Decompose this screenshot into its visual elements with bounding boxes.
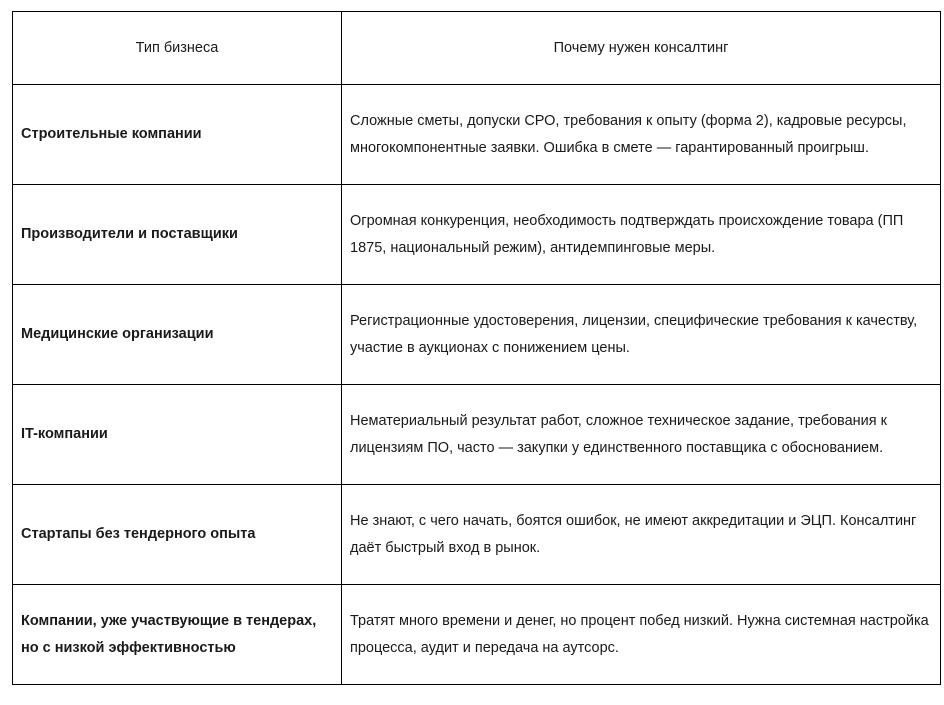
table-header-row	[13, 12, 941, 85]
table-row	[13, 285, 941, 385]
business-type-cell: Производители и поставщики	[13, 185, 342, 285]
table-row	[13, 385, 941, 485]
reason-cell: Тратят много времени и денег, но процент побед низкий. Нужна системная настройка процесса, аудит и передача на аутсорс.	[342, 585, 941, 685]
table-row	[13, 585, 941, 685]
business-type-cell: Компании, уже участвующие в тендерах, но с низкой эффективностью	[13, 585, 342, 685]
reason-cell: Не знают, с чего начать, боятся ошибок, не имеют аккредитации и ЭЦП. Консалтинг даёт быстрый вход в рынок.	[342, 485, 941, 585]
table-row	[13, 185, 941, 285]
header-business-type: Тип бизнеса	[13, 12, 342, 85]
business-type-cell: Медицинские организации	[13, 285, 342, 385]
reason-cell: Огромная конкуренция, необходимость подтверждать происхождение товара (ПП 1875, национальный режим), антидемпинговые меры.	[342, 185, 941, 285]
table-row	[13, 85, 941, 185]
header-why-consulting: Почему нужен консалтинг	[342, 12, 941, 85]
business-consulting-table	[12, 11, 941, 685]
business-type-cell: Строительные компании	[13, 85, 342, 185]
business-type-cell: IT-компании	[13, 385, 342, 485]
business-type-cell: Стартапы без тендерного опыта	[13, 485, 342, 585]
reason-cell: Регистрационные удостоверения, лицензии, специфические требования к качеству, участие в аукционах с понижением цены.	[342, 285, 941, 385]
table-row	[13, 485, 941, 585]
reason-cell: Сложные сметы, допуски СРО, требования к опыту (форма 2), кадровые ресурсы, многокомпонентные заявки. Ошибка в смете — гарантированный проигрыш.	[342, 85, 941, 185]
reason-cell: Нематериальный результат работ, сложное техническое задание, требования к лицензиям ПО, часто — закупки у единственного поставщика с обоснованием.	[342, 385, 941, 485]
